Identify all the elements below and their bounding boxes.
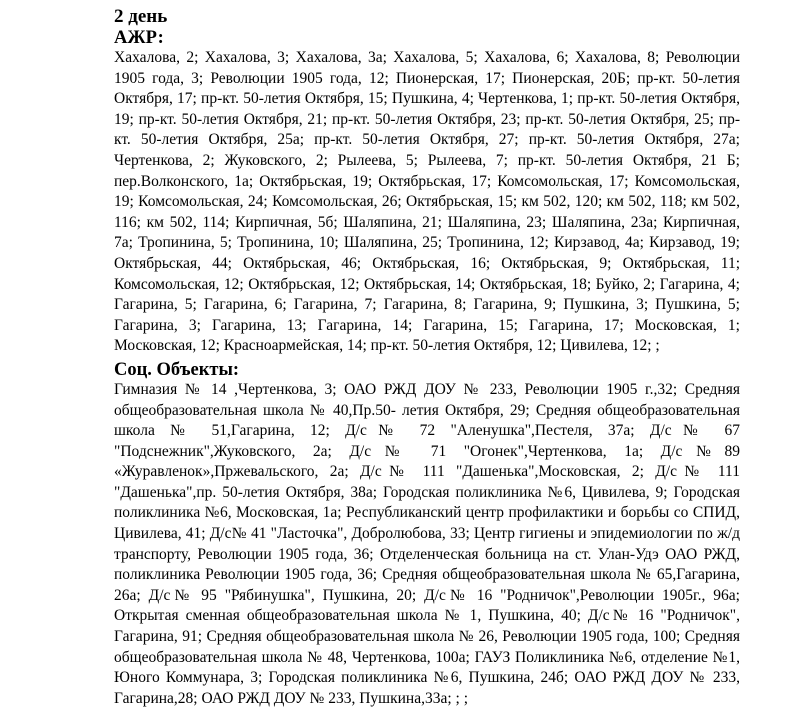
day-title: 2 день — [114, 6, 168, 27]
social-objects-list: Гимназия № 14 ,Чертенкова, 3; ОАО РЖД ДОУ № 233, Революции 1905 г.,32; Средняя общеобразовательная школа № 40,Пр.50- летия Октября, 29; Средняя общеобразовательная школа № 51,Гагарина, 12; Д/с№ 72 "Аленушка",Пестеля, 37а; Д/с№ 67 "Подснежник",Жуковского, 2а; Д/с№ 71 "Огонек",Чертенкова, 1а; Д/с№89 «Журавленок»,Пржевальского, 2а; Д/с№ 111 "Дашенька",Московская, 2; Д/с№ 111 "Дашенька",пр. 50-летия Октября, 38а; Городская поликлиника №6, Цивилева, 9; Городская поликлиника №6, Московская, 1а; Республиканский центр профилактики и борьбы со СПИД, Цивилева, 41; Д/с№ 41 "Ласточка", Добролюбова, 33; Центр гигиены и эпидемиологии по ж/д транспорту, Революции 1905 года, 36; Отделенческая больница на ст. Улан-Удэ ОАО РЖД, поликлиника Революции 1905 года, 36; Средняя общеобразовательная школа № 65,Гагарина, 26а; Д/с№ 95 "Рябинушка", Пушкина, 20; Д/с№ 16 "Родничок",Революции 1905г., 96а; Открытая сменная общеобразовательная школа № 1, Пушкина, 40; Д/с№ 16 "Родничок", Гагарина, 91; Средняя общеобразовательная школа № 26, Революции 1905 года, 100; Средняя общеобразовательная школа № 48, Чертенкова, 100а; ГАУЗ Поликлиника №6, отделение №1, Юного Коммунара, 3; Городская поликлиника №6, Пушкина, 24б; ОАО РЖД ДОУ № 233, Гагарина,28; ОАО РЖД ДОУ № 233, Пушкина,33а; ; ; — [114, 380, 740, 707]
azhr-heading: АЖР: — [114, 28, 164, 48]
document-page — [114, 6, 740, 709]
azhr-address-list: Хахалова, 2; Хахалова, 3; Хахалова, 3а; Хахалова, 5; Хахалова, 6; Хахалова, 8; Революции 1905 года, 3; Революции 1905 года, 12; Пионерская, 17; Пионерская, 20Б; пр-кт. 50-летия Октября, 17; пр-кт. 50-летия Октября, 15; Пушкина, 4; Чертенкова, 1; пр-кт. 50-летия Октября, 19; пр-кт. 50-летия Октября, 21; пр-кт. 50-летия Октября, 23; пр-кт. 50-летия Октября, 25; пр-кт. 50-летия Октября, 25а; пр-кт. 50-летия Октября, 27; пр-кт. 50-летия Октября, 27а; Чертенкова, 2; Жуковского, 2; Рылеева, 5; Рылеева, 7; пр-кт. 50-летия Октября, 21 Б; пер.Волконского, 1а; Октябрьская, 19; Октябрьская, 17; Комсомольская, 17; Комсомольская, 19; Комсомольская, 24; Комсомольская, 26; Октябрьская, 15; км 502, 120; км 502, 118; км 502, 116; км 502, 114; Кирпичная, 5б; Шаляпина, 21; Шаляпина, 23; Шаляпина, 23а; Кирпичная, 7а; Тропинина, 5; Тропинина, 10; Шаляпина, 25; Тропинина, 12; Кирзавод, 4а; Кирзавод, 19; Октябрьская, 44; Октябрьская, 46; Октябрьская, 16; Октябрьская, 9; Октябрьская, 11; Комсомольская, 12; Октябрьская, 12; Октябрьская, 14; Октябрьская, 18; Буйко, 2; Гагарина, 4; Гагарина, 5; Гагарина, 6; Гагарина, 7; Гагарина, 8; Гагарина, 9; Пушкина, 3; Пушкина, 5; Гагарина, 3; Гагарина, 13; Гагарина, 14; Гагарина, 15; Гагарина, 17; Московская, 1; Московская, 12; Красноармейская, 14; пр-кт. 50-летия Октября, 12; Цивилева, 12; ; — [114, 49, 740, 355]
social-objects-heading: Соц. Объекты: — [114, 359, 240, 380]
